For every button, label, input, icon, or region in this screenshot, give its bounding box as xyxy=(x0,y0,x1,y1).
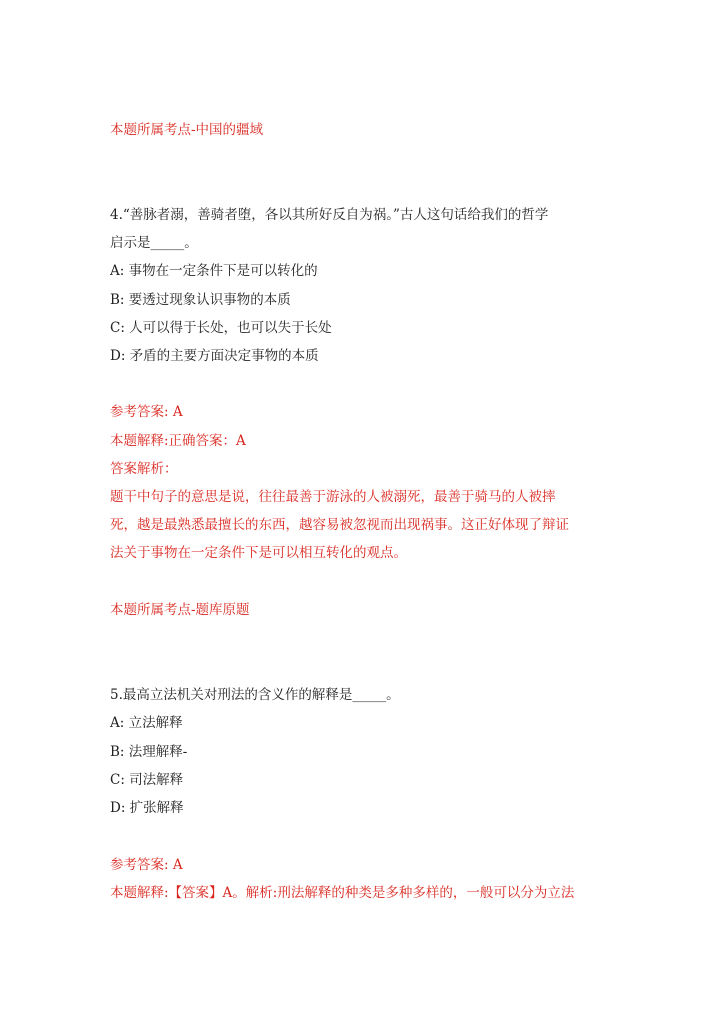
q5-option-d: D: 扩张解释 xyxy=(110,800,184,816)
topic-prev: 本题所属考点-中国的疆域 xyxy=(110,122,264,138)
q4-explain-title: 本题解释:正确答案：A xyxy=(110,433,246,449)
q5-stem: 5.最高立法机关对刑法的含义作的解释是_____。 xyxy=(110,687,400,703)
q4-stem-line-1: 4.“善脉者溺，善骑者堕，各以其所好反自为祸。”古人这句话给我们的哲学 xyxy=(110,207,549,223)
q4-option-a: A: 事物在一定条件下是可以转化的 xyxy=(110,263,318,279)
q4-analysis-line-3: 法关于事物在一定条件下是可以相互转化的观点。 xyxy=(110,545,407,561)
q4-stem-line-2: 启示是_____。 xyxy=(110,235,198,251)
q4-option-c: C: 人可以得于长处，也可以失于长处 xyxy=(110,320,332,336)
q4-analysis-title: 答案解析： xyxy=(110,461,178,477)
q5-option-b: B: 法理解释- xyxy=(110,744,188,760)
q4-answer: 参考答案: A xyxy=(110,404,183,420)
q5-explain: 本题解释:【答案】A。解析:刑法解释的种类是多种多样的，一般可以分为立法 xyxy=(110,885,575,901)
q4-option-d: D: 矛盾的主要方面决定事物的本质 xyxy=(110,348,319,364)
q4-analysis-line-1: 题干中句子的意思是说，往往最善于游泳的人被溺死，最善于骑马的人被摔 xyxy=(110,489,556,505)
q4-analysis-line-2: 死，越是最熟悉最擅长的东西，越容易被忽视而出现祸事。这正好体现了辩证 xyxy=(110,517,569,533)
q5-answer: 参考答案: A xyxy=(110,857,183,873)
q5-option-c: C: 司法解释 xyxy=(110,772,184,788)
q4-option-b: B: 要透过现象认识事物的本质 xyxy=(110,292,291,308)
q4-topic: 本题所属考点-题库原题 xyxy=(110,602,250,618)
q5-option-a: A: 立法解释 xyxy=(110,715,183,731)
